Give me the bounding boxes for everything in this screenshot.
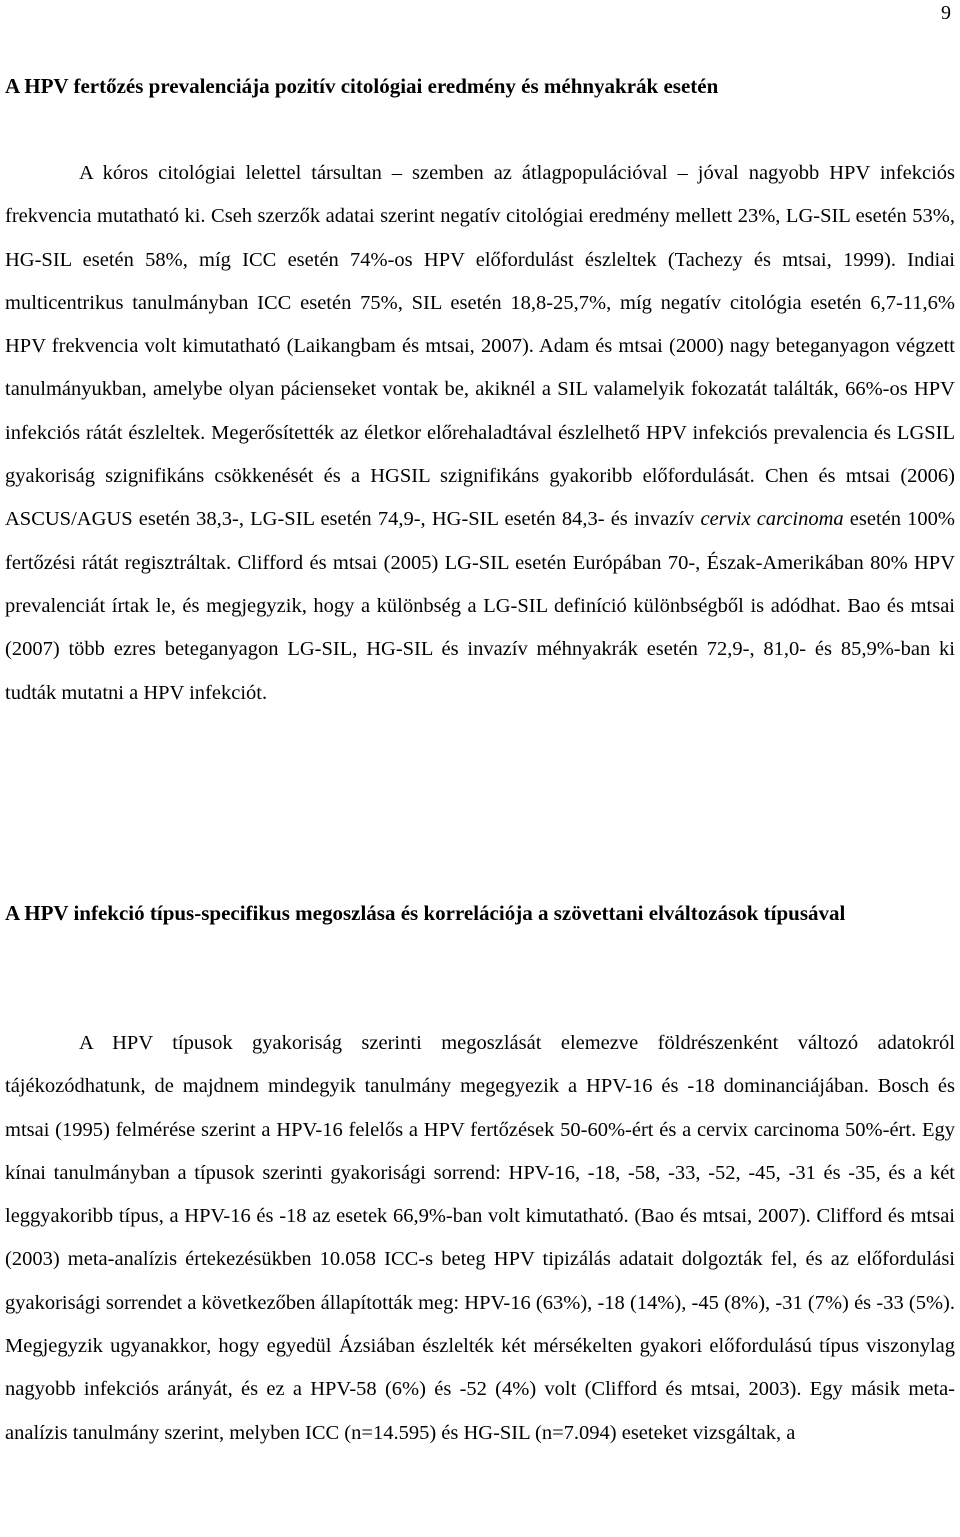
section-paragraph-type-distribution: A HPV típusok gyakoriság szerinti megoszlását elemezve földrészenként változó adatokról tájékozódhatunk, de majdnem mindegyik tanulmány megegyezik a HPV-16 és -18 dominanciájában. Bosch és mtsai (1995) felmérése szerint a HPV-16 felelős a HPV fertőzések 50-60%-ért és a cervix carcinoma 50%-ért. Egy kínai tanulmányban a típusok szerinti gyakorisági sorrend: HPV-16, -18, -58, -33, -52, -45, -31 és -35, és a két leggyakoribb típus, a HPV-16 és -18 az esetek 66,9%-ban volt kimutatható. (Bao és mtsai, 2007). Clifford és mtsai (2003) meta-analízis értekezésükben 10.058 ICC-s beteg HPV tipizálás adatait dolgozták fel, és az előfordulási gyakorisági sorrendet a következőben állapították meg: HPV-16 (63%), -18 (14%), -45 (8%), -31 (7%) és -33 (5%). Megjegyzik ugyanakkor, hogy egyedül Ázsiában észlelték két mérsékelten gyakori előfordulású típus viszonylag nagyobb infekciós arányát, és ez a HPV-58 (6%) és -52 (4%) volt (Clifford és mtsai, 2003). Egy másik meta-analízis tanulmány szerint, melyben ICC (n=14.595) és HG-SIL (n=7.094) eseteket vizsgáltak, a <box>5 1032 955 1444</box>
section-heading-hpv-prevalence: A HPV fertőzés prevalenciája pozitív citológiai eredmény és méhnyakrák esetén <box>5 74 719 98</box>
italic-term: cervix carcinoma <box>700 508 844 531</box>
section-heading-type-distribution: A HPV infekció típus-specifikus megoszlása és korrelációja a szövettani elváltozások típusával <box>5 901 846 925</box>
paragraph-text: A kóros citológiai lelettel társultan – szemben az átlagpopulációval – jóval nagyobb HPV infekciós frekvencia mutatható ki. Cseh szerzők adatai szerint negatív citológiai eredmény mellett 23%, LG-SIL esetén 53%, HG-SIL esetén 58%, míg ICC esetén 74%-os HPV előfordulást észleltek (Tachezy és mtsai, 1999). Indiai multicentrikus tanulmányban ICC esetén 75%, SIL esetén 18,8-25,7%, míg negatív citológia esetén 6,7-11,6% HPV frekvencia volt kimutatható (Laikangbam és mtsai, 2007). Adam és mtsai (2000) nagy beteganyagon végzett tanulmányukban, amelybe olyan pácienseket vontak be, akiknél a SIL valamelyik fokozatát találták, 66%-os HPV infekciós rátát észleltek. Megerősítették az életkor előrehaladtával észlelhető HPV infekciós prevalencia és LGSIL gyakoriság szignifikáns csökkenését és a HGSIL szignifikáns gyakoribb előfordulását. Chen és mtsai (2006) ASCUS/AGUS esetén 38,3-, LG-SIL esetén 74,9-, HG-SIL esetén 84,3- és invazív <box>5 162 955 531</box>
page-number: 9 <box>941 2 951 24</box>
paragraph-text: esetén 100% fertőzési rátát regisztráltak. Clifford és mtsai (2005) LG-SIL esetén Európában 70-, Észak-Amerikában 80% HPV prevalenciát írtak le, és megjegyzik, hogy a különbség a LG-SIL definíció különbségből is adódhat. Bao és mtsai (2007) több ezres beteganyagon LG-SIL, HG-SIL és invazív méhnyakrák esetén 72,9-, 81,0- és 85,9%-ban ki tudták mutatni a HPV infekciót. <box>5 508 956 704</box>
section-paragraph-prevalence <box>5 152 955 715</box>
